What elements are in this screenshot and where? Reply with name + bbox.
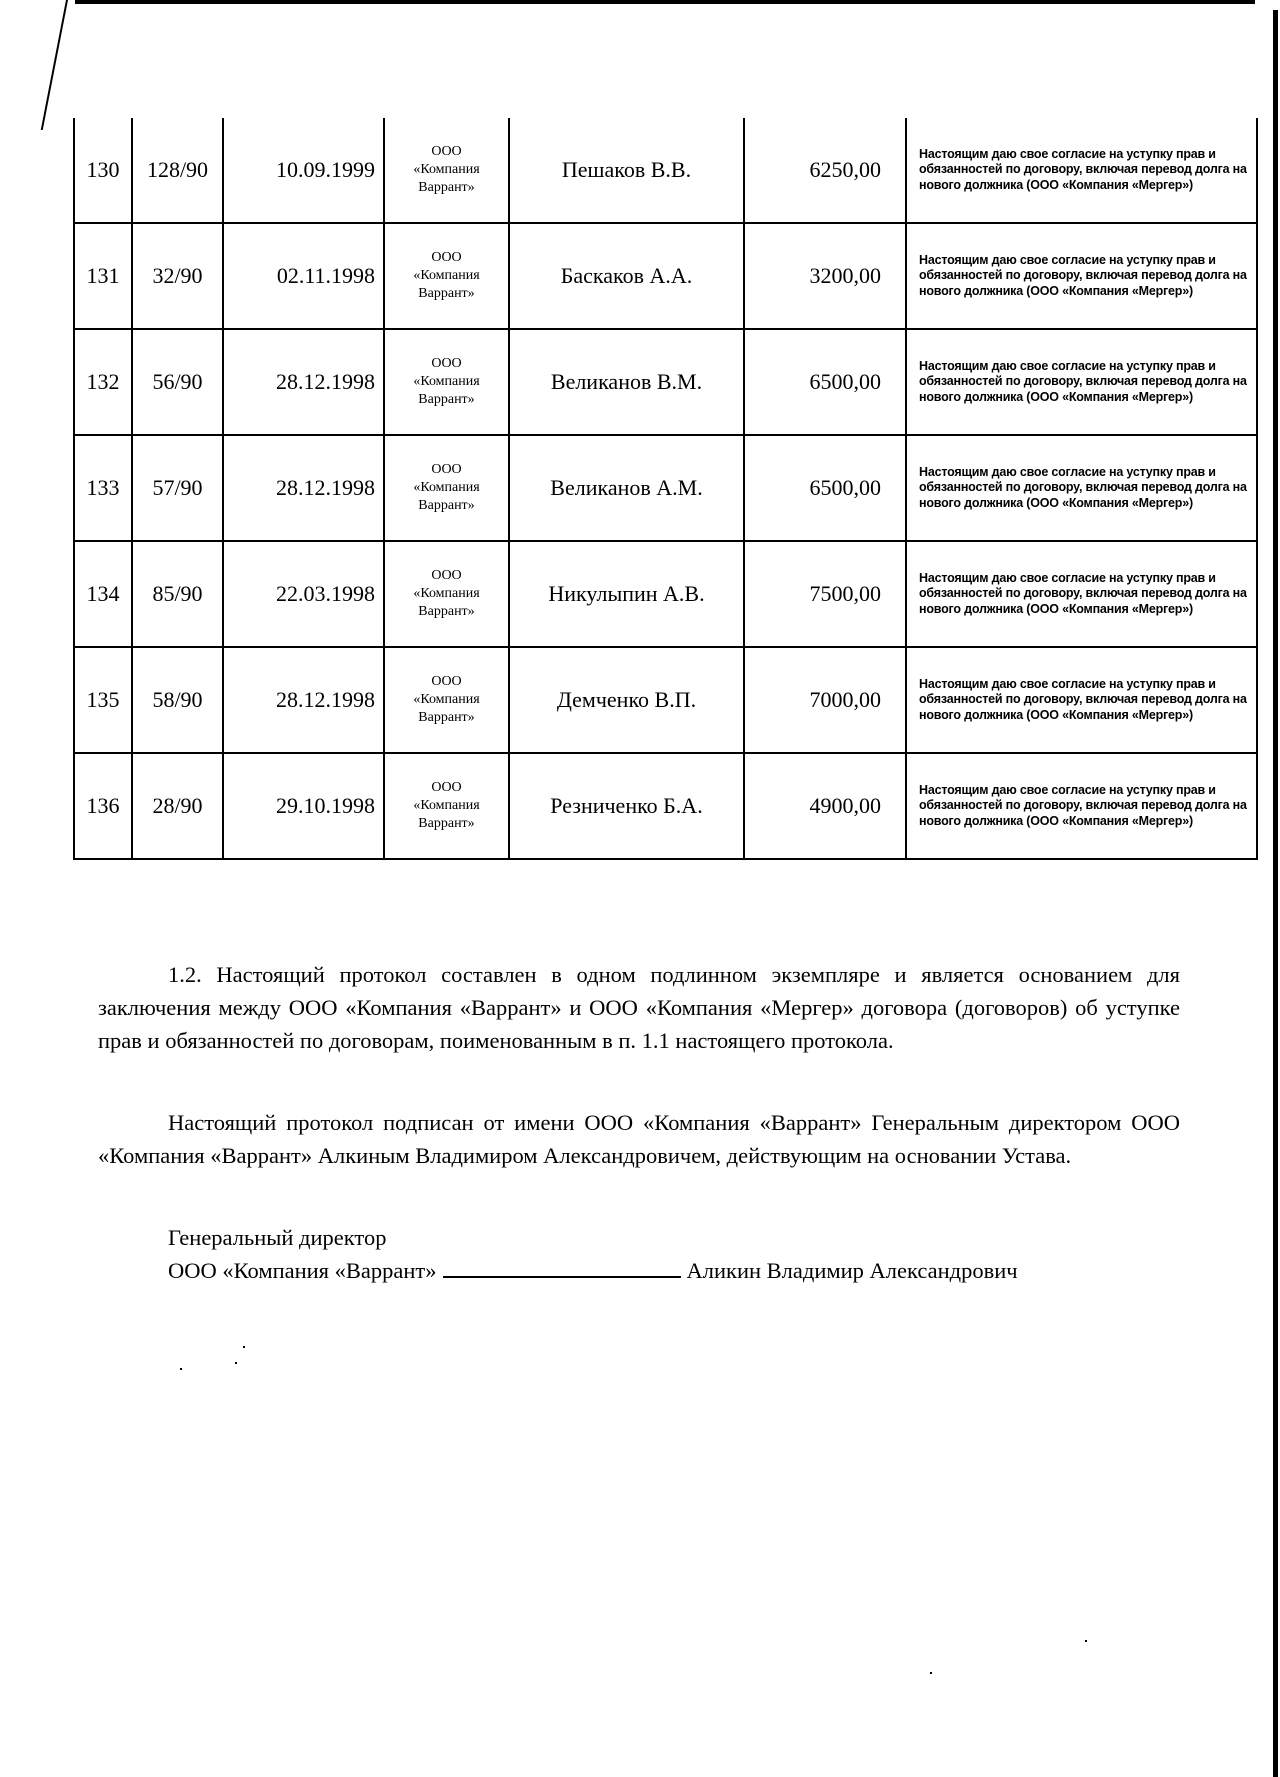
contract-date-cell: 28.12.1998 (223, 435, 384, 541)
consent-note-cell: Настоящим даю свое согласие на уступку прав и обязанностей по договору, включая перевод долга на нового должника (ООО «Компания «Мергер») (906, 329, 1257, 435)
debtor-name-cell: Великанов В.М. (509, 329, 744, 435)
contract-number-cell: 28/90 (132, 753, 223, 859)
organization-cell (384, 753, 509, 859)
paragraph-signed-by-text: Настоящий протокол подписан от имени ООО «Компания «Варрант» Генеральным директором ООО «Компания «Варрант» Алкиным Владимиром Александровичем, действующим на основании Устава. (98, 1110, 1180, 1168)
organization-line: ООО (431, 779, 462, 795)
contract-date-cell: 28.12.1998 (223, 647, 384, 753)
table-row (74, 223, 1257, 329)
organization-line: ООО (431, 461, 462, 477)
organization-line: ООО (431, 567, 462, 583)
amount-cell: 3200,00 (744, 223, 906, 329)
organization-line: Варрант» (418, 180, 475, 196)
signatory-org: ООО «Компания «Варрант» (168, 1258, 437, 1283)
organization-line: «Компания (413, 585, 480, 601)
row-number-cell: 131 (74, 223, 132, 329)
organization-cell (384, 223, 509, 329)
amount-cell: 6500,00 (744, 435, 906, 541)
paragraph-1-2-text: 1.2. Настоящий протокол составлен в одном подлинном экземпляре и является основанием для заключения между ООО «Компания «Варрант» и ООО «Компания «Мергер» договора (договоров) об уступке прав и обязанностей по договорам, поименованным в п. 1.1 настоящего протокола. (98, 962, 1180, 1053)
organization-line: Варрант» (418, 392, 475, 408)
consent-note-cell: Настоящим даю свое согласие на уступку прав и обязанностей по договору, включая перевод долга на нового должника (ООО «Компания «Мергер») (906, 541, 1257, 647)
consent-note-cell: Настоящим даю свое согласие на уступку прав и обязанностей по договору, включая перевод долга на нового должника (ООО «Компания «Мергер») (906, 118, 1257, 223)
debtor-name-cell: Никулыпин А.В. (509, 541, 744, 647)
row-number-cell: 133 (74, 435, 132, 541)
organization-line: Варрант» (418, 604, 475, 620)
signature-field[interactable] (443, 1254, 681, 1278)
contract-date-cell: 02.11.1998 (223, 223, 384, 329)
signatory-title: Генеральный директор (168, 1225, 387, 1250)
contract-date-cell: 29.10.1998 (223, 753, 384, 859)
row-number-cell: 135 (74, 647, 132, 753)
organization-line: «Компания (413, 479, 480, 495)
organization-line: «Компания (413, 373, 480, 389)
page-edge-top (75, 0, 1255, 4)
organization-line: ООО (431, 355, 462, 371)
amount-cell: 7000,00 (744, 647, 906, 753)
signature-block (168, 1222, 1018, 1287)
organization-line: ООО (431, 249, 462, 265)
organization-cell (384, 118, 509, 223)
scan-speck (235, 1362, 237, 1364)
contract-date-cell: 10.09.1999 (223, 118, 384, 223)
debtor-name-cell: Баскаков А.А. (509, 223, 744, 329)
contract-date-cell: 22.03.1998 (223, 541, 384, 647)
amount-cell: 6500,00 (744, 329, 906, 435)
amount-cell: 7500,00 (744, 541, 906, 647)
organization-cell (384, 329, 509, 435)
table-row (74, 329, 1257, 435)
amount-cell: 6250,00 (744, 118, 906, 223)
paragraph-1-2 (98, 958, 1180, 1057)
debtor-name-cell: Резниченко Б.А. (509, 753, 744, 859)
table-row (74, 118, 1257, 223)
organization-cell (384, 541, 509, 647)
consent-note-cell: Настоящим даю свое согласие на уступку прав и обязанностей по договору, включая перевод долга на нового должника (ООО «Компания «Мергер») (906, 647, 1257, 753)
paragraph-signed-by (98, 1106, 1180, 1172)
organization-line: «Компания (413, 267, 480, 283)
organization-line: «Компания (413, 161, 480, 177)
contract-date-cell: 28.12.1998 (223, 329, 384, 435)
page-edge-left (41, 0, 68, 130)
contract-number-cell: 85/90 (132, 541, 223, 647)
organization-line: «Компания (413, 691, 480, 707)
consent-note-cell: Настоящим даю свое согласие на уступку прав и обязанностей по договору, включая перевод долга на нового должника (ООО «Компания «Мергер») (906, 753, 1257, 859)
debtor-name-cell: Демченко В.П. (509, 647, 744, 753)
contract-number-cell: 58/90 (132, 647, 223, 753)
organization-cell (384, 435, 509, 541)
table-row (74, 753, 1257, 859)
organization-cell (384, 647, 509, 753)
organization-line: Варрант» (418, 498, 475, 514)
scan-speck (1085, 1640, 1087, 1642)
organization-line: «Компания (413, 797, 480, 813)
scan-speck (180, 1368, 182, 1370)
organization-line: ООО (431, 143, 462, 159)
row-number-cell: 130 (74, 118, 132, 223)
signatory-line (168, 1254, 1018, 1287)
consent-note-cell: Настоящим даю свое согласие на уступку прав и обязанностей по договору, включая перевод долга на нового должника (ООО «Компания «Мергер») (906, 435, 1257, 541)
scan-speck (930, 1672, 932, 1674)
contracts-table (73, 118, 1258, 860)
organization-line: ООО (431, 673, 462, 689)
contract-number-cell: 56/90 (132, 329, 223, 435)
page-edge-right (1273, 10, 1278, 1777)
table-row (74, 647, 1257, 753)
debtor-name-cell: Пешаков В.В. (509, 118, 744, 223)
row-number-cell: 136 (74, 753, 132, 859)
signatory-name: Аликин Владимир Александрович (686, 1258, 1018, 1283)
organization-line: Варрант» (418, 286, 475, 302)
contract-number-cell: 57/90 (132, 435, 223, 541)
debtor-name-cell: Великанов А.М. (509, 435, 744, 541)
consent-note-cell: Настоящим даю свое согласие на уступку прав и обязанностей по договору, включая перевод долга на нового должника (ООО «Компания «Мергер») (906, 223, 1257, 329)
table-row (74, 541, 1257, 647)
scan-speck (243, 1346, 245, 1348)
table-row (74, 435, 1257, 541)
row-number-cell: 134 (74, 541, 132, 647)
amount-cell: 4900,00 (744, 753, 906, 859)
contract-number-cell: 32/90 (132, 223, 223, 329)
row-number-cell: 132 (74, 329, 132, 435)
contract-number-cell: 128/90 (132, 118, 223, 223)
organization-line: Варрант» (418, 816, 475, 832)
organization-line: Варрант» (418, 710, 475, 726)
